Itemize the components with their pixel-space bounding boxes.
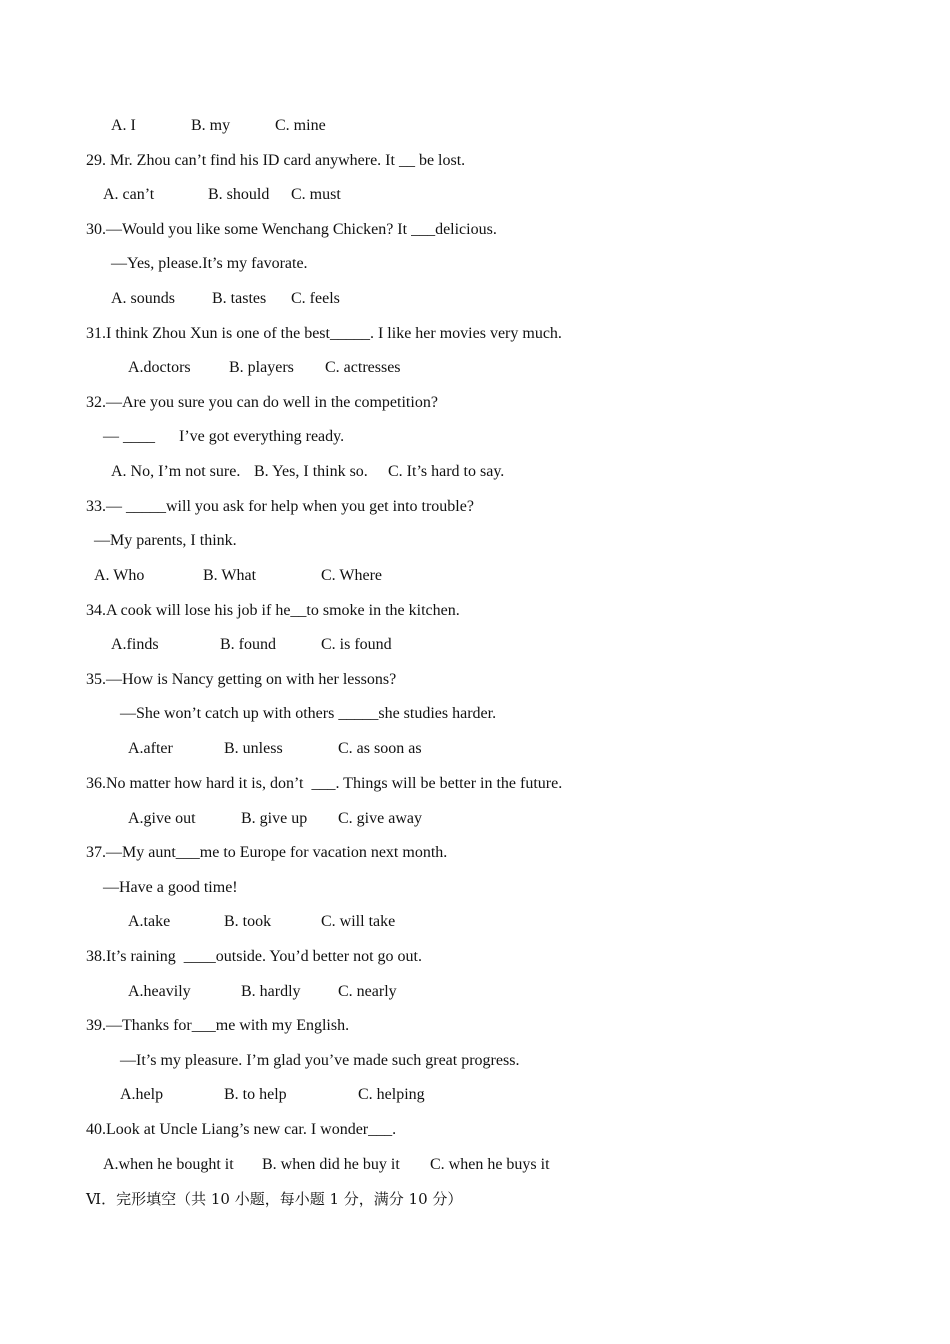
q37-option-a: A.take	[128, 913, 171, 930]
q31-option-b: B. players	[229, 359, 294, 376]
q29-option-c: C. must	[291, 186, 341, 203]
q36-option-b: B. give up	[241, 810, 308, 827]
q33-reply: —My parents, I think.	[94, 532, 237, 549]
q33-option-c: C. Where	[321, 567, 383, 584]
q32-reply: — ____ I’ve got everything ready.	[103, 428, 345, 445]
q33-option-b: B. What	[203, 567, 257, 584]
q30-option-a: A. sounds	[111, 290, 176, 307]
q29-option-a: A. can’t	[103, 186, 155, 203]
q40-stem: 40.Look at Uncle Liang’s new car. I wonder___.	[86, 1121, 397, 1138]
q39-stem: 39.—Thanks for___me with my English.	[86, 1017, 350, 1034]
q34-stem: 34.A cook will lose his job if he__to smoke in the kitchen.	[86, 602, 460, 619]
q39-option-b: B. to help	[224, 1086, 287, 1103]
q36-stem: 36.No matter how hard it is, don’t ___. Things will be better in the future.	[86, 775, 563, 792]
q39-option-a: A.help	[120, 1086, 164, 1103]
q34-option-c: C. is found	[321, 636, 392, 653]
q32-stem: 32.—Are you sure you can do well in the competition?	[86, 394, 438, 411]
q39-option-c: C. helping	[358, 1086, 425, 1103]
q37-option-b: B. took	[224, 913, 272, 930]
q31-option-a: A.doctors	[128, 359, 191, 376]
section-heading-cloze: Ⅵ．完形填空（共 10 小题，每小题 1 分，满分 10 分）	[86, 1190, 463, 1208]
q30-stem: 30.—Would you like some Wenchang Chicken? It ___delicious.	[86, 221, 497, 238]
q37-stem: 37.—My aunt___me to Europe for vacation next month.	[86, 844, 448, 861]
q40-option-a: A.when he bought it	[103, 1156, 234, 1173]
q30-option-c: C. feels	[291, 290, 340, 307]
q32-option-c: C. It’s hard to say.	[388, 463, 505, 480]
q35-stem: 35.—How is Nancy getting on with her lessons?	[86, 671, 397, 688]
q33-stem: 33.— _____will you ask for help when you get into trouble?	[86, 498, 474, 515]
q31-stem: 31.I think Zhou Xun is one of the best_____. I like her movies very much.	[86, 325, 562, 342]
q31-option-c: C. actresses	[325, 359, 401, 376]
q33-option-a: A. Who	[94, 567, 145, 584]
q38-option-b: B. hardly	[241, 983, 301, 1000]
q35-option-b: B. unless	[224, 740, 283, 757]
q40-option-c: C. when he buys it	[430, 1156, 550, 1173]
q36-option-a: A.give out	[128, 810, 196, 827]
q38-option-c: C. nearly	[338, 983, 397, 1000]
q37-option-c: C. will take	[321, 913, 396, 930]
q30-reply: —Yes, please.It’s my favorate.	[111, 255, 308, 272]
q28-option-a: A. I	[111, 117, 136, 134]
q30-option-b: B. tastes	[212, 290, 267, 307]
q32-option-a: A. No, I’m not sure.	[111, 463, 241, 480]
q34-option-a: A.finds	[111, 636, 159, 653]
q32-option-b: B. Yes, I think so.	[254, 463, 368, 480]
q28-option-b: B. my	[191, 117, 231, 134]
q34-option-b: B. found	[220, 636, 276, 653]
q38-option-a: A.heavily	[128, 983, 191, 1000]
q28-option-c: C. mine	[275, 117, 326, 134]
q38-stem: 38.It’s raining ____outside. You’d better not go out.	[86, 948, 422, 965]
q37-reply: —Have a good time!	[103, 879, 238, 896]
q35-option-a: A.after	[128, 740, 173, 757]
q29-stem: 29. Mr. Zhou can’t find his ID card anywhere. It __ be lost.	[86, 152, 466, 169]
q29-option-b: B. should	[208, 186, 270, 203]
q36-option-c: C. give away	[338, 810, 422, 827]
q35-reply: —She won’t catch up with others _____she studies harder.	[120, 705, 497, 722]
q40-option-b: B. when did he buy it	[262, 1156, 400, 1173]
q35-option-c: C. as soon as	[338, 740, 422, 757]
q39-reply: —It’s my pleasure. I’m glad you’ve made such great progress.	[120, 1052, 520, 1069]
